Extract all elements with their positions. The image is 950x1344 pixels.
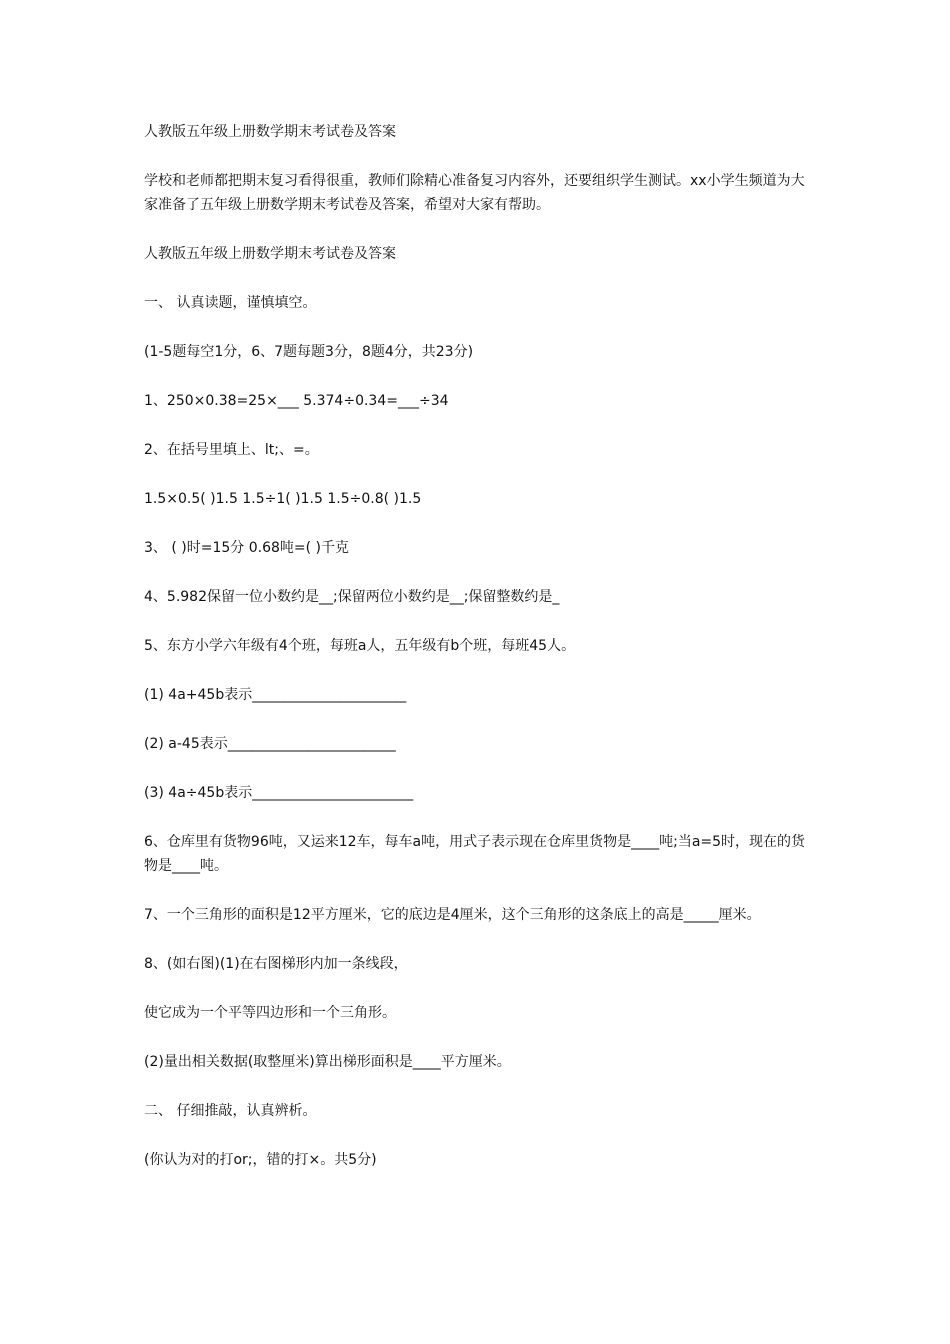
question-1: 1、250×0.38=25×___ 5.374÷0.34=___÷34 — [144, 393, 449, 409]
section-one-scoring: (1-5题每空1分，6、7题每题3分，8题4分，共23分) — [144, 344, 474, 360]
question-5-part-2: (2) a-45表示________________________ — [144, 736, 396, 752]
document-body — [144, 120, 812, 1197]
question-3: 3、 ( )时=15分 0.68吨=( )千克 — [144, 540, 350, 556]
question-7: 7、一个三角形的面积是12平方厘米，它的底边是4厘米，这个三角形的这条底上的高是_____厘米。 — [144, 907, 761, 923]
question-2-items: 1.5×0.5( )1.5 1.5÷1( )1.5 1.5÷0.8( )1.5 — [144, 491, 422, 507]
section-two-heading: 二、 仔细推敲，认真辨析。 — [144, 1103, 317, 1119]
question-5: 5、东方小学六年级有4个班，每班a人，五年级有b个班，每班45人。 — [144, 638, 576, 654]
intro-paragraph: 学校和老师都把期末复习看得很重，教师们除精心准备复习内容外，还要组织学生测试。xx小学生频道为大家准备了五年级上册数学期末考试卷及答案，希望对大家有帮助。 — [144, 173, 805, 213]
question-8-continued: 使它成为一个平等四边形和一个三角形。 — [144, 1005, 396, 1021]
question-8: 8、(如右图)(1)在右图梯形内加一条线段， — [144, 956, 408, 972]
section-one-heading: 一、 认真读题，谨慎填空。 — [144, 295, 317, 311]
question-8-part-2: (2)量出相关数据(取整厘米)算出梯形面积是____平方厘米。 — [144, 1054, 511, 1070]
question-5-part-1: (1) 4a+45b表示______________________ — [144, 687, 407, 703]
question-5-part-3: (3) 4a÷45b表示_______________________ — [144, 785, 414, 801]
question-6: 6、仓库里有货物96吨，又运来12车，每车a吨，用式子表示现在仓库里货物是____吨;当a=5时，现在的货物是____吨。 — [144, 834, 806, 874]
question-4: 4、5.982保留一位小数约是__;保留两位小数约是__;保留整数约是_ — [144, 589, 560, 605]
exam-title: 人教版五年级上册数学期末考试卷及答案 — [144, 246, 396, 262]
document-title: 人教版五年级上册数学期末考试卷及答案 — [144, 124, 396, 140]
section-two-instructions: (你认为对的打or;，错的打×。共5分) — [144, 1152, 377, 1168]
question-2: 2、在括号里填上、lt;、=。 — [144, 442, 319, 458]
